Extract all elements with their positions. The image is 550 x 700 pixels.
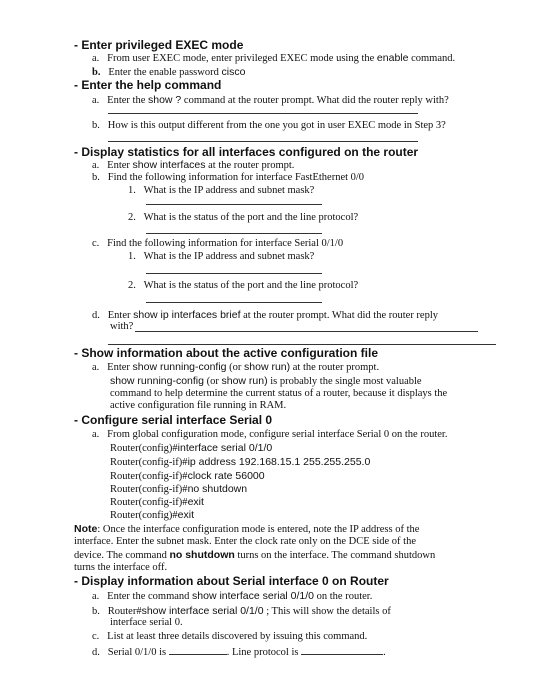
step-3d: [92, 309, 438, 321]
text: Find the following information for interface Serial 0/1/0: [107, 238, 344, 249]
step-6b-cont: interface serial 0.: [110, 617, 183, 628]
answer-line: [146, 273, 322, 274]
command: show running-config: [110, 375, 204, 387]
config-line: [110, 496, 204, 508]
para-4-line1: [110, 375, 422, 387]
text: on the router.: [316, 591, 373, 602]
section-title-serial-config: - Configure serial interface Serial 0: [74, 413, 273, 427]
command: exit: [177, 509, 194, 521]
answer-line: [146, 302, 322, 303]
marker: b.: [92, 67, 101, 78]
command: show ip interfaces brief: [133, 309, 241, 321]
text: turns on the interface. The command shutdown: [237, 550, 436, 561]
text: What is the IP address and subnet mask?: [143, 185, 315, 196]
text: Enter the: [107, 95, 146, 106]
text: command.: [411, 53, 456, 64]
prompt: Router(config)#: [110, 443, 178, 454]
text: Serial 0/1/0 is: [107, 647, 167, 658]
command: no shutdown: [169, 549, 235, 561]
marker: a.: [92, 95, 100, 106]
text: List at least three details discovered by issuing this command.: [107, 631, 368, 642]
text: .: [383, 647, 386, 658]
config-line: [110, 456, 370, 468]
step-2a: [92, 94, 449, 106]
section-title-config-file: - Show information about the active configuration file: [74, 346, 379, 360]
text: Enter: [107, 160, 130, 171]
marker: a.: [92, 160, 100, 171]
step-4a: [92, 361, 379, 373]
text: at the router prompt.: [208, 160, 295, 171]
text: Enter: [107, 310, 131, 321]
command: show interface serial 0/1/0: [192, 590, 315, 602]
command: cisco: [221, 66, 246, 78]
note-label: Note: [74, 523, 98, 535]
text: at the router prompt.: [292, 362, 380, 373]
marker: a.: [92, 429, 100, 440]
step-3b: [92, 172, 364, 183]
note-line4: turns the interface off.: [74, 562, 168, 573]
marker: d.: [92, 647, 100, 658]
note-line2: interface. Enter the subnet mask. Enter the clock rate only on the DCE side of the: [74, 536, 417, 547]
step-2b: [92, 120, 446, 131]
text: (or: [206, 376, 219, 387]
section-title-serial-info: - Display information about Serial interface 0 on Router: [74, 574, 389, 588]
marker: b.: [92, 120, 100, 131]
text: From user EXEC mode, enter privileged EXEC mode using the: [107, 53, 375, 64]
marker: b.: [92, 606, 100, 617]
prompt: Router(config-if)#: [110, 471, 188, 482]
step-6c: [92, 631, 367, 642]
step-3b-2: [128, 212, 358, 223]
answer-blank: [301, 645, 383, 655]
text: How is this output different from the one you got in user EXEC mode in Step 3?: [107, 120, 446, 131]
answer-line: [146, 204, 322, 205]
command: show run): [244, 361, 291, 373]
text: Router#: [107, 606, 142, 617]
step-1a: [92, 52, 455, 64]
marker: c.: [92, 238, 100, 249]
section-title-statistics: - Display statistics for all interfaces configured on the router: [74, 145, 419, 159]
answer-line: [108, 113, 418, 114]
marker: c.: [92, 631, 100, 642]
text: at the router prompt. What did the router reply: [243, 310, 439, 321]
text: What is the IP address and subnet mask?: [143, 251, 315, 262]
number: 2.: [128, 212, 136, 223]
marker: a.: [92, 362, 100, 373]
step-6a: [92, 590, 372, 602]
number: 1.: [128, 185, 136, 196]
step-6b: [92, 605, 391, 617]
text: command at the router prompt. What did the router reply with?: [183, 95, 449, 106]
command: interface serial 0/1/0: [177, 442, 273, 454]
step-3b-1: [128, 185, 314, 196]
step-5a: [92, 429, 447, 440]
text: Enter the command: [107, 591, 190, 602]
text: device. The command: [74, 550, 167, 561]
marker: a.: [92, 591, 100, 602]
step-3c: [92, 238, 343, 249]
para-4-line3: active configuration file running in RAM.: [110, 400, 287, 411]
command: show interface serial 0/1/0: [141, 605, 264, 617]
marker: a.: [92, 53, 100, 64]
text: . Line protocol is: [226, 647, 299, 658]
text: What is the status of the port and the line protocol?: [143, 280, 359, 291]
note-line1: [74, 523, 419, 535]
step-3c-2: [128, 280, 358, 291]
prompt: Router(config-if)#: [110, 497, 188, 508]
command: show ?: [148, 94, 182, 106]
note-line3: [74, 549, 435, 561]
command: show run): [221, 375, 268, 387]
text: is probably the single most valuable: [270, 376, 422, 387]
answer-line: [108, 141, 418, 142]
step-6d: [92, 645, 386, 658]
number: 1.: [128, 251, 136, 262]
prompt: Router(config-if)#: [110, 457, 188, 468]
text: Enter: [107, 362, 130, 373]
marker: b.: [92, 172, 100, 183]
step-3d-cont: [110, 321, 133, 332]
answer-line: [135, 331, 478, 332]
command: show running-config: [132, 361, 227, 373]
marker: d.: [92, 310, 100, 321]
command: exit: [187, 496, 204, 508]
config-line: [110, 483, 247, 495]
command: clock rate 56000: [187, 470, 265, 482]
step-3c-1: [128, 251, 314, 262]
text: : Once the interface configuration mode is entered, note the IP address of the: [97, 524, 420, 535]
answer-blank: [169, 645, 227, 655]
step-1b: [92, 66, 245, 78]
text: Enter the enable password: [108, 67, 219, 78]
step-3a: [92, 159, 294, 171]
answer-line: [146, 233, 322, 234]
text: ; This will show the details of: [266, 606, 391, 617]
prompt: Router(config-if)#: [110, 484, 188, 495]
text: Find the following information for interface FastEthernet 0/0: [107, 172, 365, 183]
text: From global configuration mode, configure serial interface Serial 0 on the router.: [107, 429, 448, 440]
command: show interfaces: [132, 159, 206, 171]
section-title-help: - Enter the help command: [74, 78, 222, 92]
config-line: [110, 509, 194, 521]
command: ip address 192.168.15.1 255.255.255.0: [187, 456, 371, 468]
prompt: Router(config)#: [110, 510, 178, 521]
answer-line: [108, 344, 496, 345]
config-line: [110, 470, 265, 482]
para-4-line2: command to help determine the current status of a router, because it displays the: [110, 388, 448, 399]
text: with?: [110, 321, 134, 332]
command: no shutdown: [187, 483, 248, 495]
text: What is the status of the port and the line protocol?: [143, 212, 359, 223]
section-title-privileged-exec: - Enter privileged EXEC mode: [74, 38, 244, 52]
text: (or: [229, 362, 242, 373]
number: 2.: [128, 280, 136, 291]
command: enable: [376, 52, 409, 64]
config-line: [110, 442, 272, 454]
